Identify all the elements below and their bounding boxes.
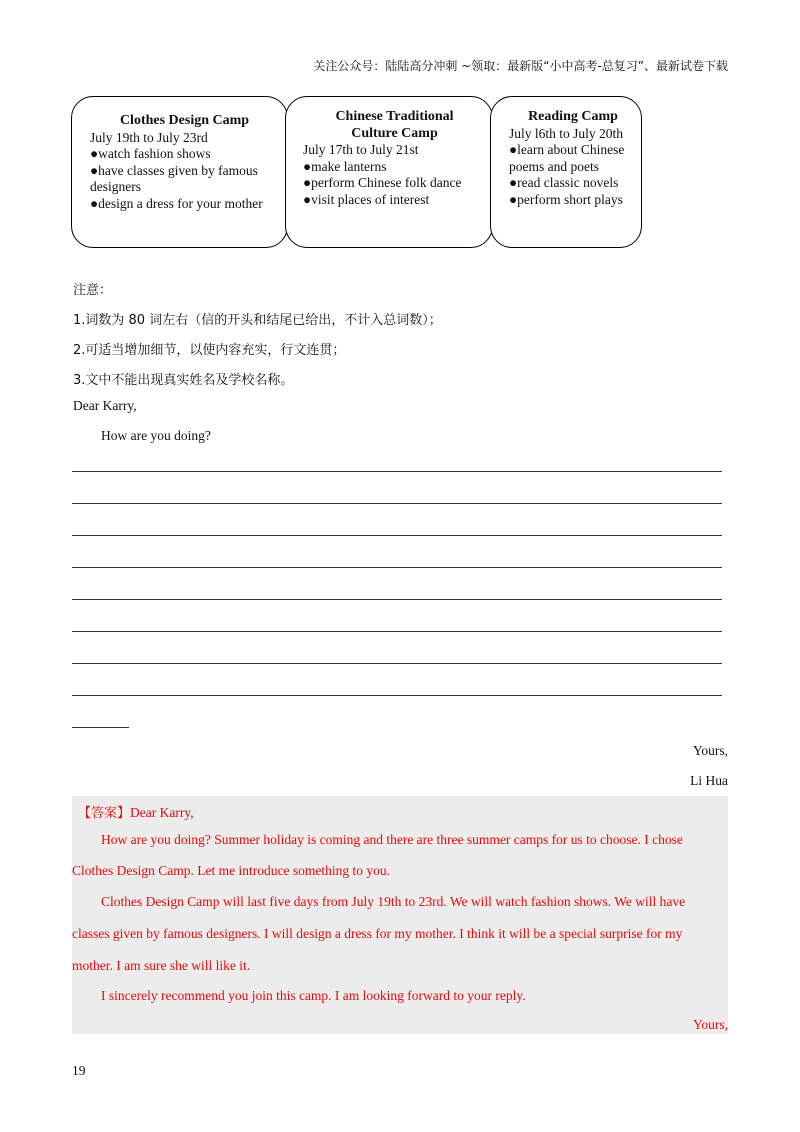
writing-line	[72, 535, 722, 536]
letter-opening: How are you doing?	[101, 428, 211, 443]
answer-first-line	[78, 802, 194, 821]
answer-line: How are you doing? Summer holiday is coming and there are three summer camps for us to choose. I chose	[101, 832, 683, 847]
camp-line: ●read classic novels	[509, 175, 619, 190]
writing-line	[72, 695, 722, 696]
answer-line: Dear Karry,	[130, 805, 194, 820]
writing-line	[72, 503, 722, 504]
note-item: 1.词数为 80 词左右（信的开头和结尾已给出，不计入总词数）；	[73, 313, 442, 328]
camp-line: July l6th to July 20th	[509, 125, 624, 141]
answer-block	[72, 796, 728, 1034]
camp-card-chinese-culture	[285, 96, 493, 248]
camp-line: poems and poets	[509, 158, 599, 174]
writing-line-short	[72, 727, 129, 728]
camp-line: ●visit places of interest	[303, 191, 430, 207]
answer-line: Clothes Design Camp will last five days from July 19th to 23rd. We will watch fashion shows. We will have	[101, 894, 686, 909]
camp-line: ●learn about Chinese	[509, 142, 625, 157]
writing-line	[72, 631, 722, 632]
notes-heading: 注意：	[73, 283, 113, 298]
answer-line: Clothes Design Camp. Let me introduce something to you.	[72, 863, 390, 878]
camp-line: ●perform short plays	[509, 191, 623, 207]
camp-title: Chinese Traditional	[335, 109, 454, 124]
camp-line: designers	[90, 179, 141, 194]
page-number: 19	[72, 1063, 86, 1078]
answer-closing: Yours,	[692, 1017, 728, 1032]
camp-title: Culture Camp	[351, 125, 438, 141]
camp-line: July 19th to July 23rd	[90, 129, 208, 145]
camp-title: Clothes Design Camp	[119, 113, 250, 128]
answer-line: mother. I am sure she will like it.	[72, 958, 251, 973]
camp-title: Reading Camp	[528, 109, 618, 124]
answer-label: 【答案】	[78, 806, 131, 821]
answer-line: classes given by famous designers. I will design a dress for my mother. I think it will be a special surprise for my	[72, 926, 683, 941]
camp-line: ●perform Chinese folk dance	[303, 175, 462, 190]
letter-closing: Yours,	[692, 743, 728, 758]
camp-line: ●design a dress for your mother	[90, 195, 263, 211]
letter-salutation: Dear Karry,	[73, 398, 137, 413]
camp-card-clothes-design	[71, 96, 288, 248]
writing-line	[72, 599, 722, 600]
answer-line: I sincerely recommend you join this camp. I am looking forward to your reply.	[101, 988, 526, 1003]
camp-line: ●watch fashion shows	[90, 146, 211, 161]
note-item: 3.文中不能出现真实姓名及学校名称。	[73, 373, 294, 388]
writing-line	[72, 471, 722, 472]
camp-card-reading	[490, 96, 642, 248]
camp-line: ●have classes given by famous	[90, 162, 258, 178]
note-item: 2.可适当增加细节，以使内容充实，行文连贯；	[73, 343, 346, 358]
camp-line: July 17th to July 21st	[303, 142, 419, 157]
writing-line	[72, 567, 722, 568]
camp-line: ●make lanterns	[303, 158, 387, 174]
page-header: 关注公众号：陆陆高分冲刺 ~领取：最新版“小中高考-总复习”、最新试卷下载	[313, 59, 728, 73]
writing-line	[72, 663, 722, 664]
letter-signature: Li Hua	[690, 773, 728, 788]
